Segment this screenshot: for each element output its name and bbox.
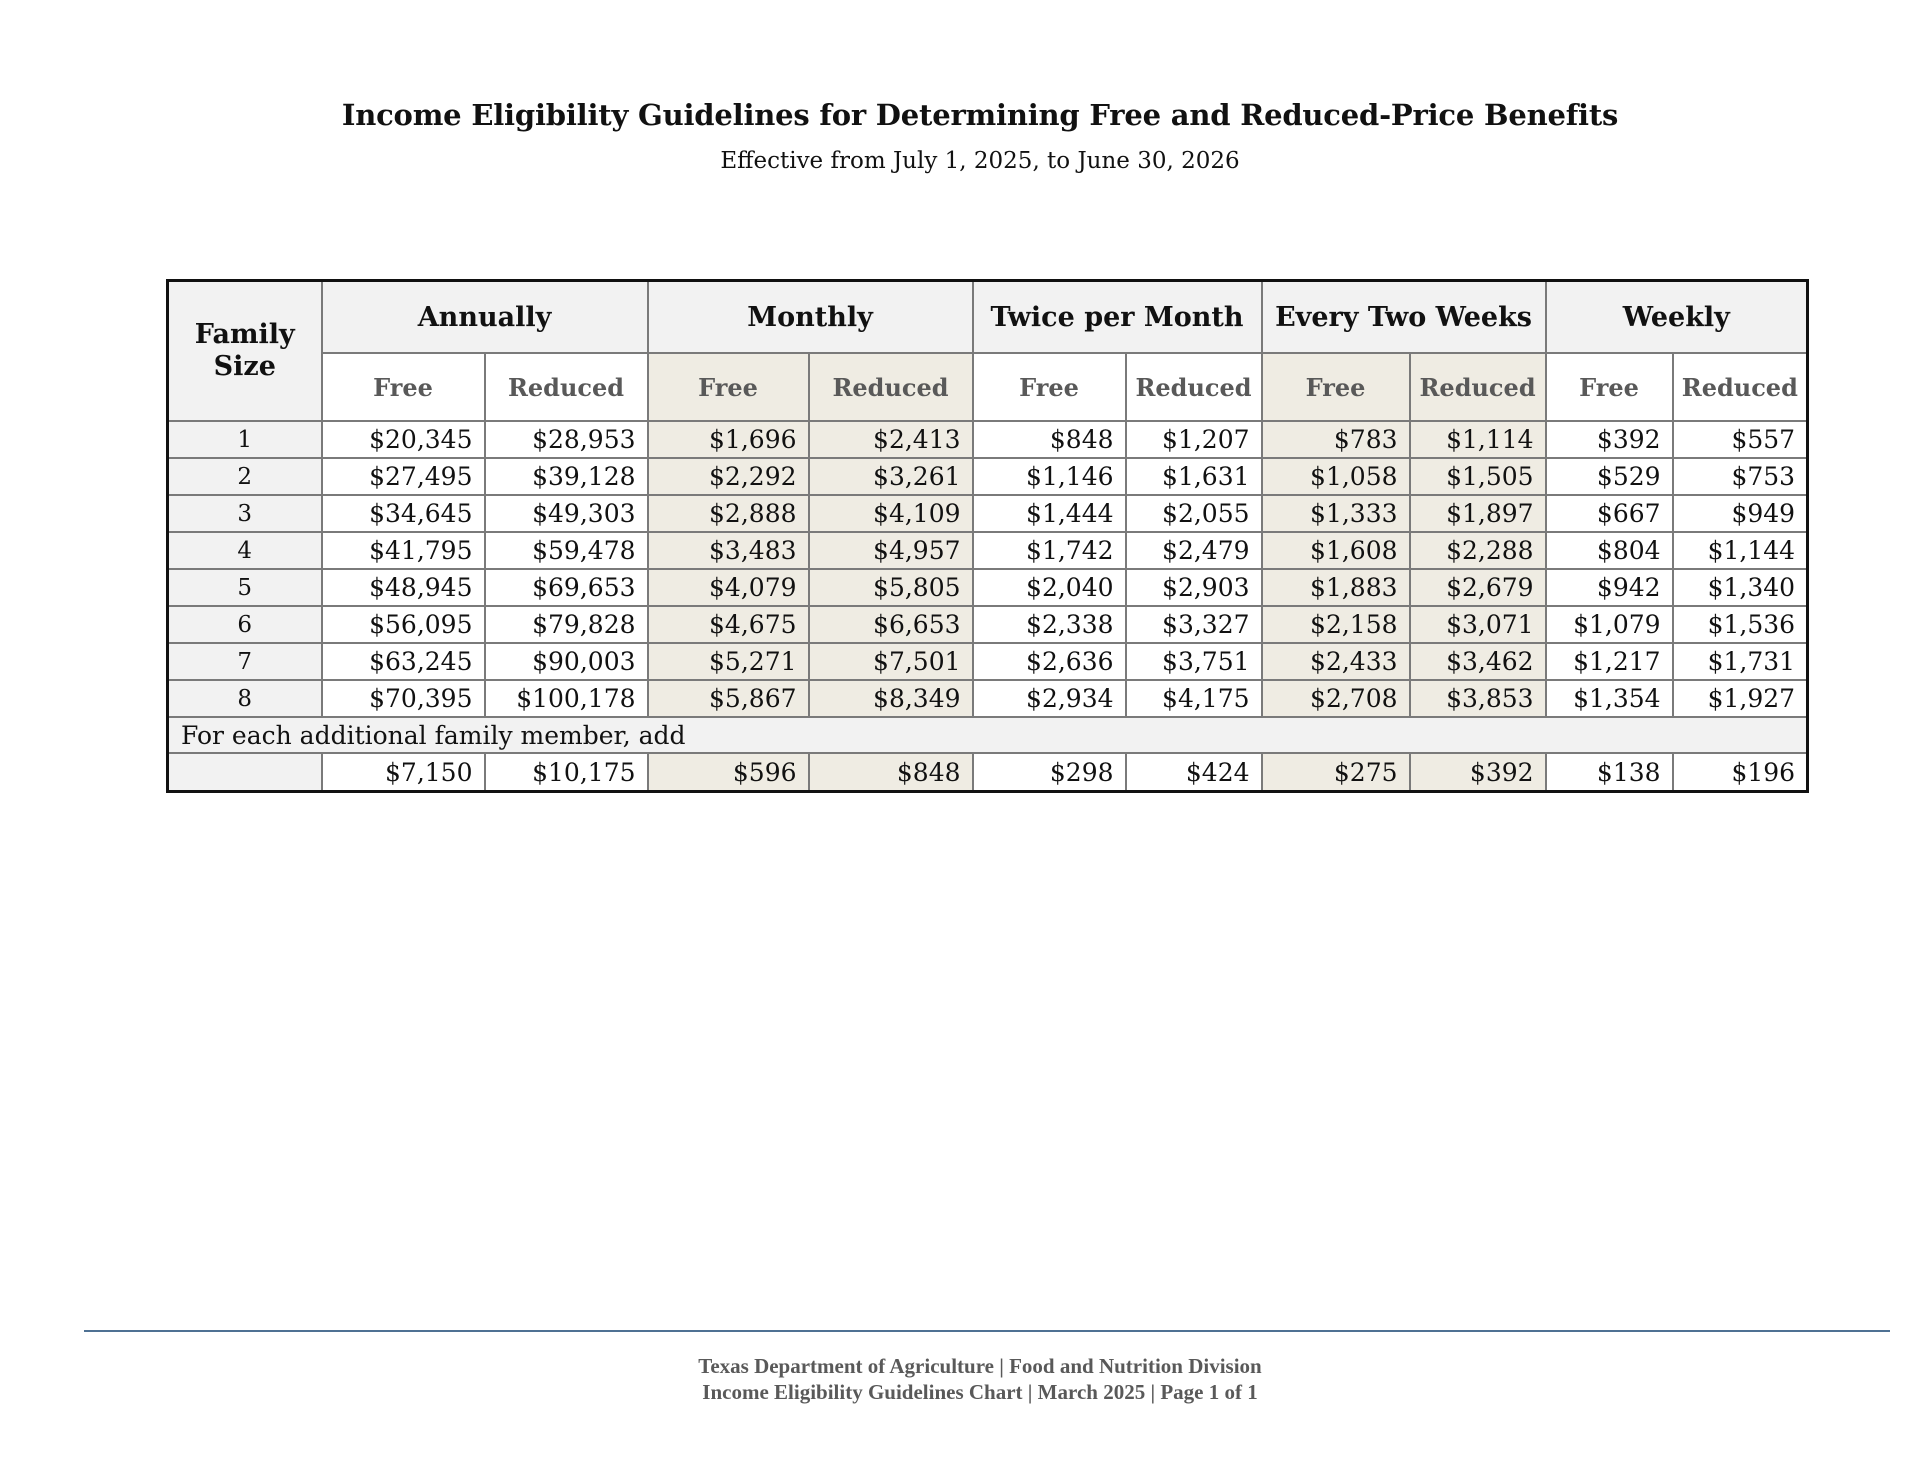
subheader-every-two-weeks-reduced: Reduced — [1410, 353, 1546, 421]
table-cell: $4,079 — [648, 569, 809, 606]
period-header-row — [168, 281, 1808, 354]
table-cell: $529 — [1546, 458, 1673, 495]
table-cell: $2,479 — [1126, 532, 1262, 569]
subheader-weekly-free: Free — [1546, 353, 1673, 421]
table-cell: $5,805 — [809, 569, 973, 606]
table-row — [168, 458, 1808, 495]
family-size-header: Family Size — [168, 281, 322, 422]
table-row — [168, 569, 1808, 606]
table-cell: $1,608 — [1262, 532, 1410, 569]
family-size-cell: 1 — [168, 421, 322, 458]
table-cell: $942 — [1546, 569, 1673, 606]
table-cell: $3,751 — [1126, 643, 1262, 680]
table-cell: $424 — [1126, 753, 1262, 792]
table-cell: $56,095 — [322, 606, 485, 643]
table-cell: $1,505 — [1410, 458, 1546, 495]
table-cell: $1,333 — [1262, 495, 1410, 532]
table-cell: $1,058 — [1262, 458, 1410, 495]
table-cell: $949 — [1673, 495, 1808, 532]
table-cell: $2,288 — [1410, 532, 1546, 569]
subheader-every-two-weeks-free: Free — [1262, 353, 1410, 421]
table-row — [168, 643, 1808, 680]
table-cell: $848 — [973, 421, 1126, 458]
subheader-weekly-reduced: Reduced — [1673, 353, 1808, 421]
table-cell: $196 — [1673, 753, 1808, 792]
table-cell: $392 — [1546, 421, 1673, 458]
table-cell: $392 — [1410, 753, 1546, 792]
table-cell: $1,340 — [1673, 569, 1808, 606]
table-cell: $1,731 — [1673, 643, 1808, 680]
table-cell: $2,292 — [648, 458, 809, 495]
table-cell: $1,631 — [1126, 458, 1262, 495]
table-cell: $1,742 — [973, 532, 1126, 569]
family-size-cell: 5 — [168, 569, 322, 606]
table-cell: $275 — [1262, 753, 1410, 792]
table-cell: $3,327 — [1126, 606, 1262, 643]
table-cell: $8,349 — [809, 680, 973, 717]
table-cell: $2,055 — [1126, 495, 1262, 532]
family-size-cell: 3 — [168, 495, 322, 532]
table-cell: $39,128 — [485, 458, 648, 495]
income-eligibility-table — [166, 279, 1809, 793]
table-cell: $4,675 — [648, 606, 809, 643]
table-cell: $70,395 — [322, 680, 485, 717]
table-cell: $753 — [1673, 458, 1808, 495]
additional-member-note-row — [168, 717, 1808, 753]
period-header-annually: Annually — [322, 281, 648, 354]
table-cell: $1,207 — [1126, 421, 1262, 458]
table-cell: $298 — [973, 753, 1126, 792]
table-cell: $27,495 — [322, 458, 485, 495]
additional-member-note: For each additional family member, add — [168, 717, 1808, 753]
table-cell: $2,636 — [973, 643, 1126, 680]
table-cell: $1,696 — [648, 421, 809, 458]
table-cell: $2,903 — [1126, 569, 1262, 606]
table-cell: $783 — [1262, 421, 1410, 458]
document-title: Income Eligibility Guidelines for Determining Free and Reduced-Price Benefits — [341, 98, 1619, 132]
additional-member-blank-cell — [168, 753, 322, 792]
table-cell: $48,945 — [322, 569, 485, 606]
subheader-annually-free: Free — [322, 353, 485, 421]
table-cell: $804 — [1546, 532, 1673, 569]
subheader-row — [168, 353, 1808, 421]
table-cell: $2,040 — [973, 569, 1126, 606]
table-cell: $2,158 — [1262, 606, 1410, 643]
table-row — [168, 495, 1808, 532]
table-cell: $2,413 — [809, 421, 973, 458]
table-cell: $20,345 — [322, 421, 485, 458]
table-cell: $1,444 — [973, 495, 1126, 532]
table-cell: $59,478 — [485, 532, 648, 569]
document-subtitle: Effective from July 1, 2025, to June 30, 2026 — [720, 148, 1240, 174]
table-row — [168, 421, 1808, 458]
table-cell: $1,883 — [1262, 569, 1410, 606]
footer-agency-line: Texas Department of Agriculture | Food and Nutrition Division — [698, 1354, 1262, 1378]
table-cell: $4,957 — [809, 532, 973, 569]
table-cell: $557 — [1673, 421, 1808, 458]
table-cell: $3,071 — [1410, 606, 1546, 643]
table-cell: $1,146 — [973, 458, 1126, 495]
table-cell: $2,708 — [1262, 680, 1410, 717]
table-cell: $5,867 — [648, 680, 809, 717]
period-header-every-two-weeks: Every Two Weeks — [1262, 281, 1546, 354]
table-cell: $69,653 — [485, 569, 648, 606]
table-cell: $3,853 — [1410, 680, 1546, 717]
table-cell: $3,462 — [1410, 643, 1546, 680]
table-cell: $2,338 — [973, 606, 1126, 643]
table-cell: $7,150 — [322, 753, 485, 792]
table-cell: $7,501 — [809, 643, 973, 680]
table-cell: $49,303 — [485, 495, 648, 532]
subheader-twice-per-month-free: Free — [973, 353, 1126, 421]
table-cell: $1,144 — [1673, 532, 1808, 569]
table-cell: $1,897 — [1410, 495, 1546, 532]
table-cell: $90,003 — [485, 643, 648, 680]
table-cell: $28,953 — [485, 421, 648, 458]
family-size-cell: 6 — [168, 606, 322, 643]
table-row — [168, 606, 1808, 643]
table-cell: $1,079 — [1546, 606, 1673, 643]
period-header-weekly: Weekly — [1546, 281, 1808, 354]
subheader-monthly-reduced: Reduced — [809, 353, 973, 421]
table-cell: $1,927 — [1673, 680, 1808, 717]
table-cell: $3,483 — [648, 532, 809, 569]
table-cell: $1,217 — [1546, 643, 1673, 680]
footer-page-line: Income Eligibility Guidelines Chart | March 2025 | Page 1 of 1 — [702, 1380, 1258, 1404]
table-cell: $34,645 — [322, 495, 485, 532]
table-cell: $5,271 — [648, 643, 809, 680]
table-row — [168, 680, 1808, 717]
footer-divider — [84, 1330, 1890, 1332]
subheader-twice-per-month-reduced: Reduced — [1126, 353, 1262, 421]
additional-member-row — [168, 753, 1808, 792]
table-cell: $6,653 — [809, 606, 973, 643]
family-size-cell: 7 — [168, 643, 322, 680]
table-cell: $4,109 — [809, 495, 973, 532]
table-cell: $1,354 — [1546, 680, 1673, 717]
table-cell: $63,245 — [322, 643, 485, 680]
family-size-cell: 8 — [168, 680, 322, 717]
table-cell: $2,679 — [1410, 569, 1546, 606]
table-cell: $596 — [648, 753, 809, 792]
subheader-monthly-free: Free — [648, 353, 809, 421]
subheader-annually-reduced: Reduced — [485, 353, 648, 421]
table-cell: $1,536 — [1673, 606, 1808, 643]
period-header-twice-per-month: Twice per Month — [973, 281, 1262, 354]
table-cell: $848 — [809, 753, 973, 792]
table-cell: $3,261 — [809, 458, 973, 495]
family-size-cell: 4 — [168, 532, 322, 569]
family-size-cell: 2 — [168, 458, 322, 495]
table-cell: $138 — [1546, 753, 1673, 792]
table-cell: $1,114 — [1410, 421, 1546, 458]
table-cell: $2,888 — [648, 495, 809, 532]
period-header-monthly: Monthly — [648, 281, 973, 354]
table-cell: $79,828 — [485, 606, 648, 643]
table-cell: $10,175 — [485, 753, 648, 792]
table-cell: $2,934 — [973, 680, 1126, 717]
table-row — [168, 532, 1808, 569]
table-cell: $4,175 — [1126, 680, 1262, 717]
table-cell: $41,795 — [322, 532, 485, 569]
table-cell: $667 — [1546, 495, 1673, 532]
table-cell: $2,433 — [1262, 643, 1410, 680]
table-cell: $100,178 — [485, 680, 648, 717]
